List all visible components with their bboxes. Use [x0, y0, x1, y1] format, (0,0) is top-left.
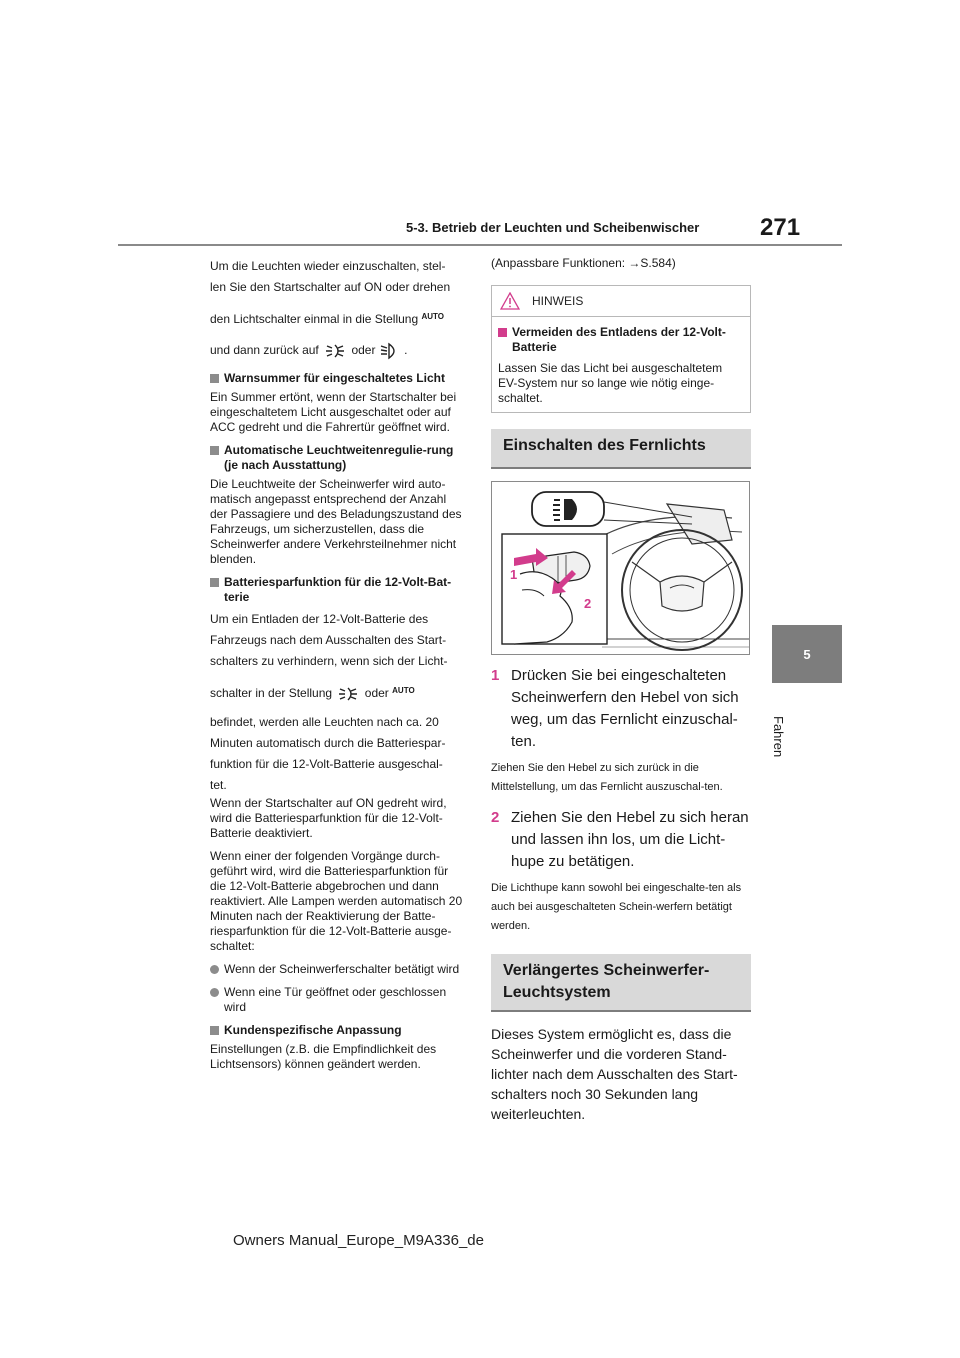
step-1	[491, 665, 751, 753]
notice-header	[492, 286, 750, 317]
paragraph-line: Minuten automatisch durch die Batteriespar-	[210, 736, 446, 750]
paragraph: Dieses System ermöglicht es, dass die Scheinwerfer und die vorderen Stand-lichter nach dem Ausschalten des Start-schalters noch 30 Sekunden lang weiterleuchten.	[491, 1026, 738, 1122]
subheading-battery-saver: Batteriesparfunktion für die 12-Volt-Bat-terie	[210, 575, 466, 605]
list-item: Wenn eine Tür geöffnet oder geschlossen wird	[210, 985, 466, 1015]
subheading-headlight-leveling: Automatische Leuchtweitenregulie-rung (je nach Ausstattung)	[210, 443, 466, 473]
left-column	[210, 256, 466, 1080]
notice-title: HINWEIS	[532, 293, 584, 308]
auto-icon: AUTO	[421, 312, 444, 321]
intro-line: Um die Leuchten wieder einzuschalten, stel-	[210, 259, 446, 273]
warning-triangle-icon	[500, 292, 520, 310]
paragraph: Einstellungen (z.B. die Empfindlichkeit des Lichtsensors) können geändert werden.	[210, 1042, 437, 1071]
paragraph-text: oder	[364, 686, 389, 700]
paragraph-line: schalters zu verhindern, wenn sich der Licht-	[210, 654, 448, 668]
step-note: Ziehen Sie den Hebel zu sich zurück in die Mittelstellung, um das Fernlicht auszuschal-ten.	[491, 762, 723, 793]
subheading-warning-buzzer: Warnsummer für eingeschaltetes Licht	[210, 371, 466, 386]
parking-light-icon	[335, 685, 361, 703]
intro-line: len Sie den Startschalter auf ON oder drehen	[210, 280, 451, 294]
custom-function-ref[interactable]: (Anpassbare Funktionen: →S.584)	[491, 256, 676, 270]
paragraph: Ein Summer ertönt, wenn der Startschalter bei eingeschaltetem Licht ausgeschaltet oder auf ACC gedreht und die Fahrertür geöffnet wird.	[210, 390, 457, 434]
step-2	[491, 807, 751, 873]
section-band-high-beam: Einschalten des Fernlichts	[491, 429, 751, 469]
figure-label-1: 1	[510, 567, 518, 582]
intro-text: den Lichtschalter einmal in die Stellung	[210, 312, 419, 326]
notice-box	[491, 285, 751, 413]
chapter-number: 5	[803, 646, 811, 662]
intro-line	[210, 306, 466, 330]
low-beam-icon	[379, 341, 401, 361]
paragraph: Wenn einer der folgenden Vorgänge durch-geführt wird, wird die Batteriesparfunktion für die 12-Volt-Batterie abgebrochen und dann reaktiviert. Alle Lampen werden automatisch 20 Minuten nach der Reaktivierung der Batte-riesparfunktion für die 12-Volt-Batterie ausge-schaltet:	[210, 849, 463, 953]
intro-text: .	[404, 343, 408, 357]
section-title: 5-3. Betrieb der Leuchten und Scheibenwischer	[406, 220, 700, 235]
subheading-customization: Kundenspezifische Anpassung	[210, 1023, 466, 1038]
paragraph-line: befindet, werden alle Leuchten nach ca. 20	[210, 715, 439, 729]
steering-lever-figure	[492, 482, 749, 654]
notice-body	[492, 317, 750, 406]
section-band-extended-headlight: Verlängertes Scheinwerfer-Leuchtsystem	[491, 954, 751, 1012]
right-column	[491, 256, 751, 1124]
step-note: Die Lichthupe kann sowohl bei eingeschalte-ten als auch bei ausgeschalteten Schein-werfern betätigt werden.	[491, 882, 742, 932]
paragraph-line	[210, 680, 466, 704]
footer-text: Owners Manual_Europe_M9A336_de	[233, 1232, 484, 1249]
header-rule	[118, 244, 842, 246]
step-text: Drücken Sie bei eingeschalteten Scheinwerfern den Hebel von sich weg, um das Fernlicht einzuschal-ten.	[511, 667, 739, 750]
list-item: Wenn der Scheinwerferschalter betätigt wird	[210, 962, 466, 977]
intro-text: und dann zurück auf	[210, 343, 319, 357]
parking-light-icon	[322, 342, 348, 360]
paragraph: Wenn der Startschalter auf ON gedreht wird, wird die Batteriesparfunktion für die 12-Volt-Batterie deaktiviert.	[210, 796, 447, 840]
chapter-label: Fahren	[771, 716, 786, 758]
page-number: 271	[760, 214, 801, 241]
intro-line	[210, 340, 466, 361]
lever-illustration	[491, 481, 750, 655]
notice-heading: Vermeiden des Entladens der 12-Volt-Batterie	[498, 325, 744, 355]
chapter-tab	[772, 625, 842, 683]
figure-label-2: 2	[584, 596, 592, 611]
step-text: Ziehen Sie den Hebel zu sich heran und lassen ihn los, um die Licht-hupe zu betätigen.	[511, 809, 749, 870]
paragraph-text: schalter in der Stellung	[210, 686, 333, 700]
step-number: 2	[491, 809, 500, 826]
intro-text: oder	[351, 343, 376, 357]
auto-icon: AUTO	[392, 686, 415, 695]
paragraph-line: funktion für die 12-Volt-Batterie ausgeschal-	[210, 757, 443, 771]
paragraph-line: Um ein Entladen der 12-Volt-Batterie des	[210, 612, 429, 626]
paragraph-line: Fahrzeugs nach dem Ausschalten des Start-	[210, 633, 447, 647]
step-number: 1	[491, 667, 500, 684]
paragraph-line: tet.	[210, 778, 227, 792]
paragraph: Die Leuchtweite der Scheinwerfer wird auto-matisch angepasst entsprechend der Anzahl der Passagiere und des Beladungszustand des Fahrzeugs, um sicherzustellen, dass die Scheinwerfer andere Verkehrsteilnehmer nicht blenden.	[210, 477, 462, 566]
notice-text: Lassen Sie das Licht bei ausgeschaltetem EV-System nur so lange wie nötig einge-schaltet.	[498, 361, 723, 405]
